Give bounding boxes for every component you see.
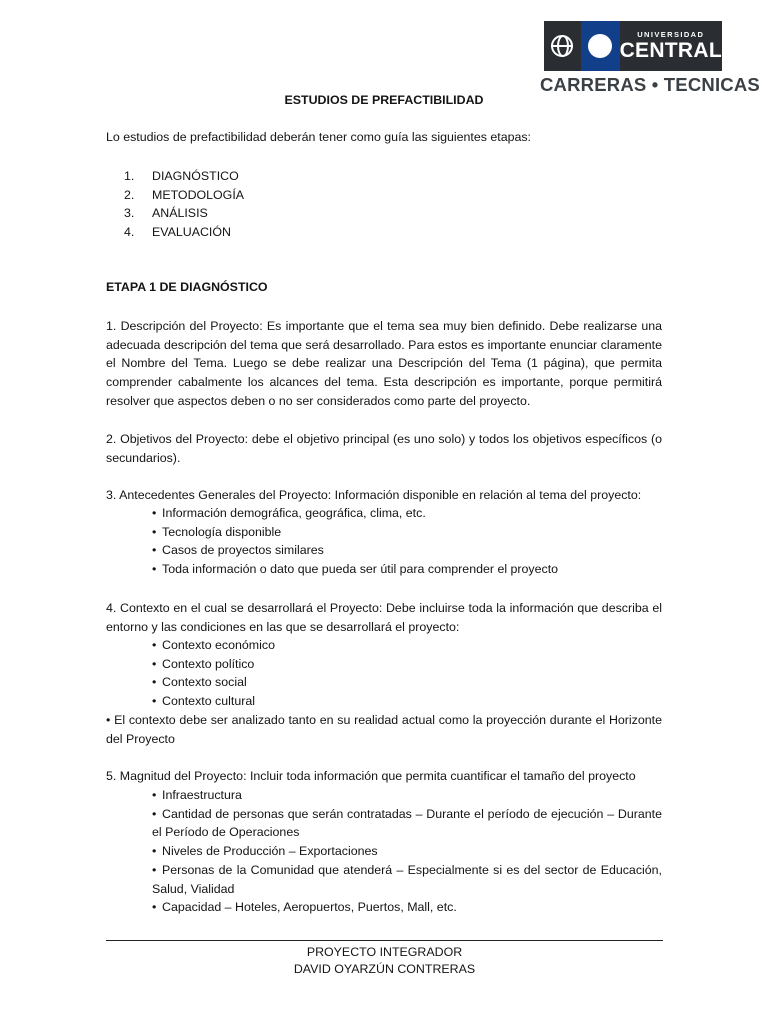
- logo-central-label: CENTRAL: [619, 39, 722, 62]
- list-item-text: Tecnología disponible: [162, 524, 282, 539]
- bullet-mark: •: [152, 862, 157, 877]
- list-item: [152, 523, 662, 542]
- bullet-mark: •: [152, 900, 157, 915]
- list-item: [152, 805, 662, 842]
- list-item-label: DIAGNÓSTICO: [152, 169, 239, 183]
- intro-paragraph: Lo estudios de prefactibilidad deberán tener como guía las siguientes etapas:: [106, 130, 532, 144]
- list-item: [152, 898, 662, 917]
- logo-subtitle: CARRERAS • TECNICAS: [540, 74, 760, 95]
- page-footer: [106, 944, 663, 978]
- list-item-text: Contexto social: [162, 675, 247, 690]
- list-item-text: Toda información o dato que pueda ser útil para comprender el proyecto: [162, 562, 559, 577]
- bullet-mark: •: [152, 543, 157, 558]
- list-item-text: Contexto político: [162, 656, 255, 671]
- list-item-text: Información demográfica, geográfica, clima, etc.: [162, 506, 426, 520]
- list-item: [152, 560, 662, 579]
- stage-heading: ETAPA 1 DE DIAGNÓSTICO: [106, 280, 268, 294]
- list-item-text: Infraestructura: [162, 788, 242, 802]
- list-item: [124, 167, 244, 186]
- list-item: [152, 692, 662, 711]
- bullet-mark: •: [152, 675, 157, 690]
- footer-project: PROYECTO INTEGRADOR: [306, 945, 463, 959]
- section-3-bullets: [152, 504, 662, 579]
- document-title: ESTUDIOS DE PREFACTIBILIDAD: [284, 93, 484, 107]
- logo-university-label: UNIVERSIDAD: [637, 30, 705, 39]
- section-4-note: • El contexto debe ser analizado tanto en su realidad actual como la proyección durante el Horizonte del Proyecto: [106, 713, 662, 746]
- bullet-mark: •: [152, 562, 157, 577]
- bullet-mark: •: [152, 844, 157, 859]
- list-item: [152, 655, 662, 674]
- etapas-list: [124, 167, 244, 241]
- list-item: [152, 504, 662, 523]
- section-2-objectives: 2. Objetivos del Proyecto: debe el objetivo principal (es uno solo) y todos los objetivos específicos (o secundarios).: [106, 432, 662, 465]
- list-item-label: EVALUACIÓN: [152, 224, 231, 239]
- list-item-text: Niveles de Producción – Exportaciones: [162, 844, 378, 859]
- footer-divider: [106, 940, 663, 941]
- section-3-heading: 3. Antecedentes Generales del Proyecto: Información disponible en relación al tema del proyecto:: [106, 488, 642, 502]
- list-item: [152, 636, 662, 655]
- section-5-heading: 5. Magnitud del Proyecto: Incluir toda información que permita cuantificar el tamaño del proyecto: [106, 769, 636, 783]
- list-item-text: Personas de la Comunidad que atenderá – Especialmente si es del sector de Educación, Salud, Vialidad: [152, 862, 662, 896]
- circle-icon: [588, 34, 612, 58]
- footer-author: DAVID OYARZÚN CONTRERAS: [293, 962, 476, 976]
- logo-banner: [544, 21, 722, 71]
- list-item: [152, 673, 662, 692]
- bullet-mark: •: [152, 806, 157, 821]
- list-item-text: Contexto económico: [162, 638, 275, 652]
- list-item-text: Contexto cultural: [162, 694, 255, 709]
- section-1-description: 1. Descripción del Proyecto: Es importante que el tema sea muy bien definido. Debe realizarse una adecuada descripción del tema que será desarrollado. Para estos es importante enunciar claramente el Nombre del Tema. Luego se debe realizar una Descripción del Tema (1 página), que permita comprender cabalmente los alcances del tema. Esta descripción es importante, porque permitirá resolver que aspectos deben o no ser considerados como parte del proyecto.: [106, 319, 662, 408]
- list-item: [124, 186, 244, 205]
- bullet-mark: •: [152, 638, 157, 652]
- section-4-bullets: [152, 636, 662, 711]
- list-item-text: Casos de proyectos similares: [162, 543, 324, 558]
- bullet-mark: •: [152, 524, 157, 539]
- list-item-number: 1.: [124, 169, 135, 183]
- list-item: [124, 204, 244, 223]
- list-item-text: Cantidad de personas que serán contratadas – Durante el período de ejecución – Durante el Período de Operaciones: [152, 806, 662, 840]
- list-item-number: 2.: [124, 187, 135, 202]
- bullet-mark: •: [152, 506, 157, 520]
- list-item: [152, 861, 662, 898]
- bullet-mark: •: [152, 694, 157, 709]
- list-item-label: METODOLOGÍA: [152, 187, 245, 202]
- list-item: [152, 786, 662, 805]
- globe-icon: [551, 35, 573, 57]
- list-item-text: Capacidad – Hoteles, Aeropuertos, Puertos, Mall, etc.: [162, 900, 457, 915]
- list-item: [124, 223, 244, 242]
- bullet-mark: •: [152, 656, 157, 671]
- section-5-bullets: [152, 786, 662, 917]
- logo-circle-block: [581, 21, 620, 71]
- university-logo: [540, 21, 760, 99]
- logo-name-block: [620, 21, 722, 71]
- list-item-label: ANÁLISIS: [152, 206, 208, 221]
- list-item-number: 3.: [124, 206, 135, 221]
- logo-globe-block: [544, 21, 581, 71]
- list-item: [152, 842, 662, 861]
- bullet-mark: •: [152, 788, 157, 802]
- section-4-heading: 4. Contexto en el cual se desarrollará el Proyecto: Debe incluirse toda la información que describa el entorno y las condiciones en las que se desarrollará el proyecto:: [106, 601, 662, 634]
- list-item: [152, 541, 662, 560]
- list-item-number: 4.: [124, 224, 135, 239]
